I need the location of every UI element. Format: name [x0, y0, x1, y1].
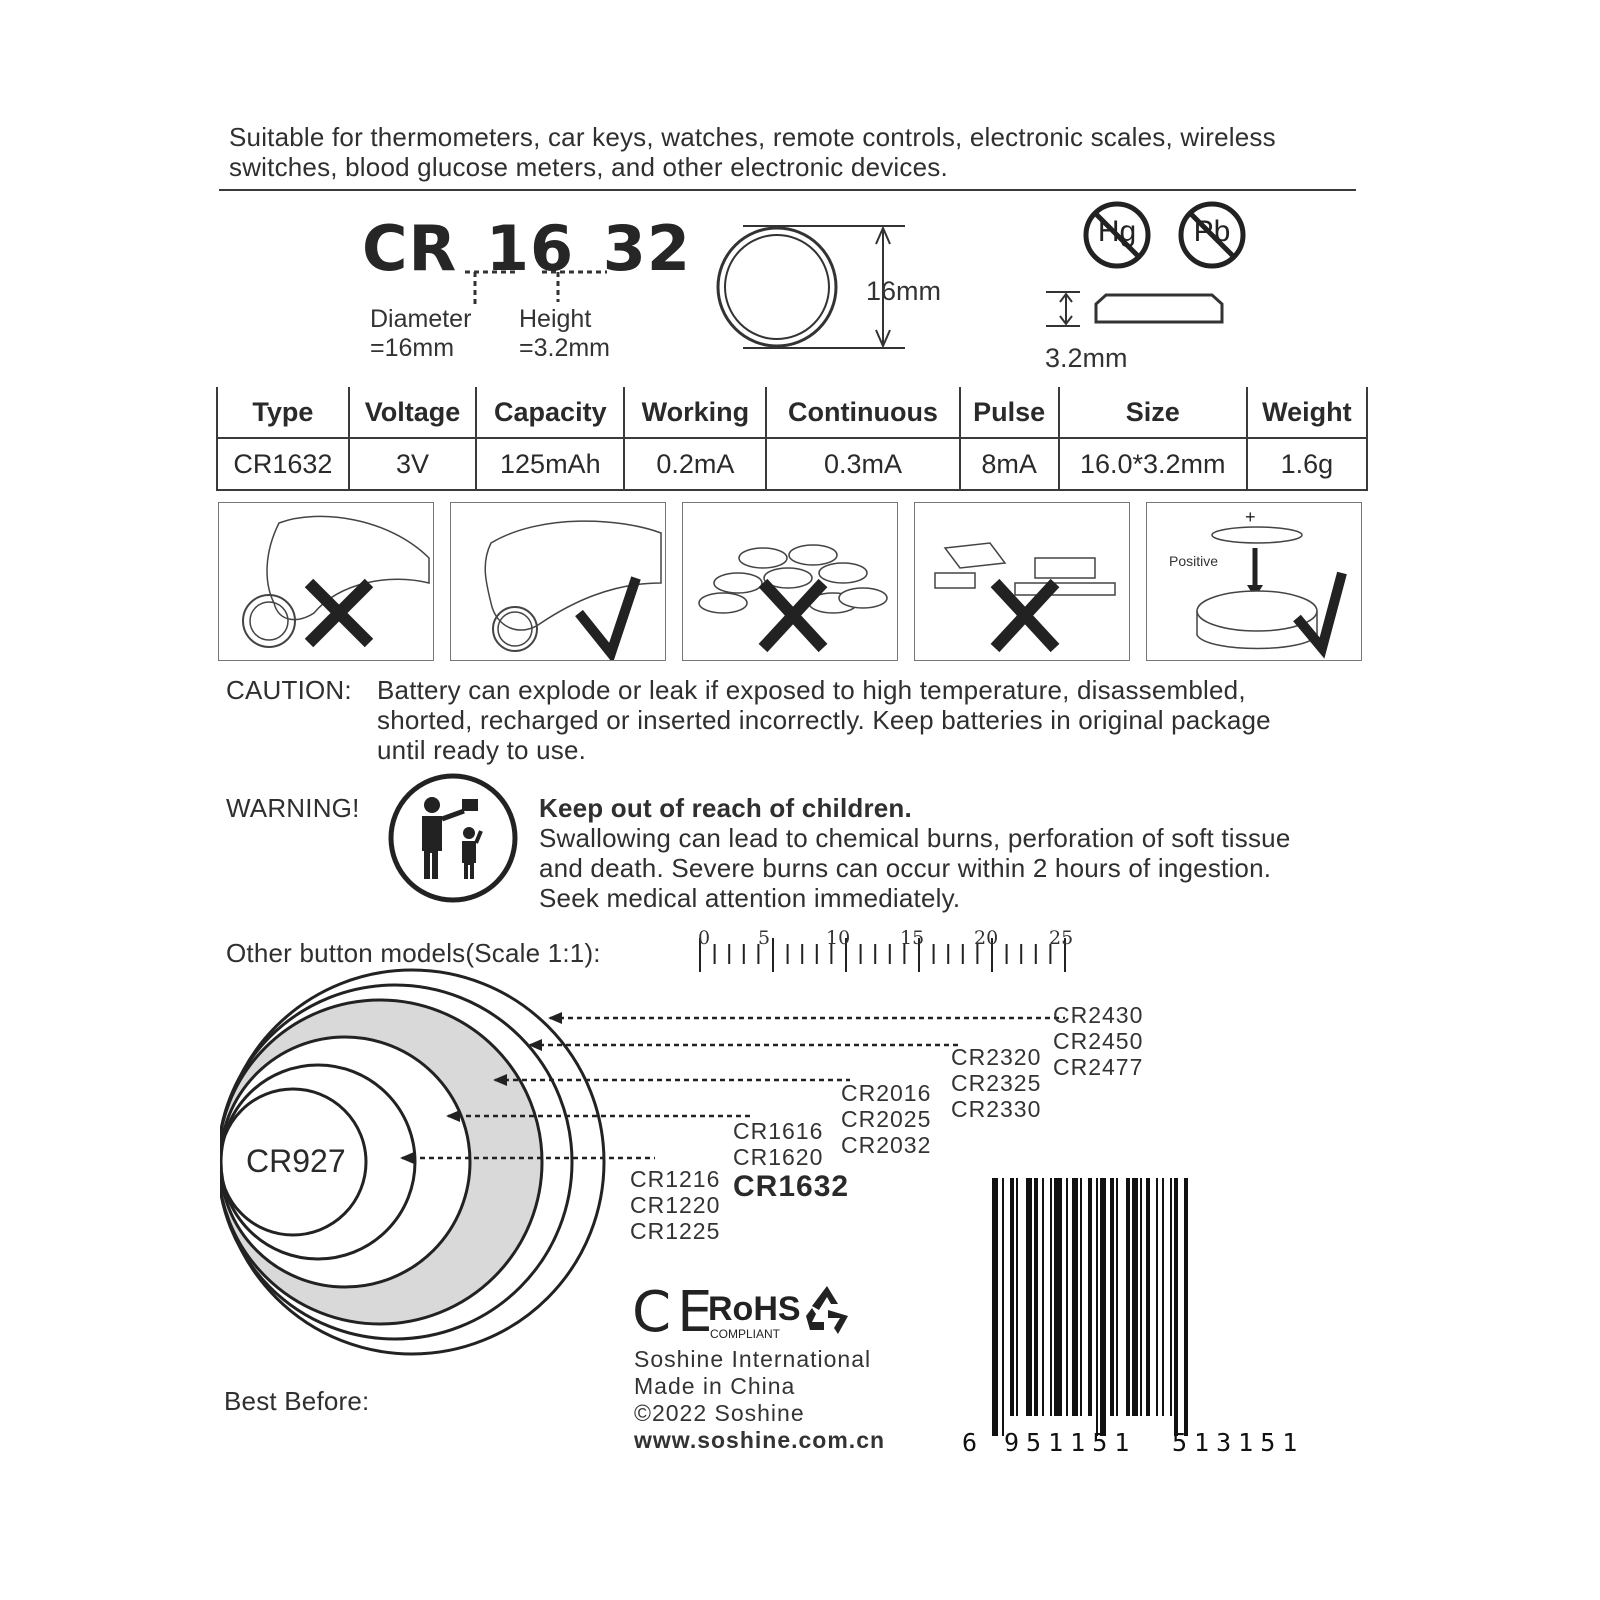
- spec-table: [216, 387, 1368, 491]
- hand-grip-right-icon: [451, 503, 665, 660]
- barcode-left-digits: 951151: [1004, 1428, 1137, 1457]
- model-code-leaders: [455, 262, 615, 310]
- model-height-code: 32: [602, 212, 691, 285]
- company-origin: Made in China: [634, 1373, 796, 1399]
- battery-pile-icon: [683, 503, 897, 660]
- diameter-dimension: 16mm: [866, 276, 942, 306]
- hand-grip-wrong-icon: [219, 503, 433, 660]
- barcode-bar: [1100, 1178, 1106, 1436]
- cell-size: 16.0*3.2mm: [1059, 438, 1247, 490]
- height-label: Height =3.2mm: [519, 305, 611, 362]
- model-center-label: CR927: [246, 1143, 346, 1179]
- usage-panel-5: [1146, 502, 1362, 661]
- header-type: Type: [217, 387, 349, 438]
- barcode-bar: [1016, 1178, 1018, 1416]
- tick-label: 0: [698, 927, 711, 949]
- tick-label: 5: [758, 927, 771, 949]
- barcode-bar: [1126, 1178, 1130, 1416]
- spec-table-header: [217, 387, 1367, 438]
- cell-type: CR1632: [217, 438, 349, 490]
- header-voltage: Voltage: [349, 387, 476, 438]
- company-copyright: ©2022 Soshine: [634, 1400, 805, 1426]
- barcode-bar: [1184, 1178, 1188, 1436]
- barcode-bar: [1096, 1178, 1098, 1436]
- barcode-bar: [1072, 1178, 1078, 1416]
- model-group-a: CR2430 CR2450 CR2477: [1053, 1002, 1144, 1080]
- cell-capacity: 125mAh: [476, 438, 624, 490]
- ce-mark: CE: [632, 1280, 719, 1345]
- barcode-bar: [1162, 1178, 1164, 1416]
- tick-label: 25: [1049, 927, 1074, 949]
- model-group-e: CR1216 CR1220 CR1225: [630, 1166, 721, 1244]
- model-prefix: CR: [362, 212, 458, 285]
- barcode-bar: [1010, 1178, 1014, 1416]
- height-dimension: 3.2mm: [1045, 343, 1128, 373]
- child-safety-icon: [386, 771, 520, 905]
- recycle-icon: [800, 1282, 854, 1336]
- barcode: [990, 1178, 1340, 1438]
- model-group-c: CR2016 CR2025 CR2032: [841, 1080, 932, 1158]
- scale-label: Other button models(Scale 1:1):: [226, 938, 601, 968]
- barcode-bar: [1116, 1178, 1118, 1416]
- barcode-bar: [992, 1178, 998, 1436]
- barcode-bar: [1080, 1178, 1082, 1416]
- model-group-b: CR2320 CR2325 CR2330: [951, 1044, 1042, 1122]
- best-before-label: Best Before:: [224, 1386, 370, 1416]
- divider: [219, 189, 1356, 191]
- header-continuous: Continuous: [766, 387, 959, 438]
- header-capacity: Capacity: [476, 387, 624, 438]
- barcode-bar: [1156, 1178, 1158, 1416]
- barcode-bar: [1066, 1178, 1068, 1416]
- positive-label: Positive: [1169, 553, 1219, 569]
- barcode-bar: [1132, 1178, 1138, 1416]
- company-name: Soshine International: [634, 1346, 872, 1372]
- intro-text: Suitable for thermometers, car keys, watches, remote controls, electronic scales, wireless switches, blood glucose meters, and other electronic devices.: [229, 122, 1276, 182]
- barcode-bar: [1054, 1178, 1062, 1416]
- header-weight: Weight: [1247, 387, 1367, 438]
- rohs-mark: RoHS: [708, 1290, 801, 1328]
- tick-label: 10: [826, 927, 851, 949]
- caution-label: CAUTION:: [226, 675, 352, 705]
- barcode-bar: [1174, 1178, 1178, 1436]
- barcode-bar: [1110, 1178, 1114, 1416]
- tick-label: 20: [974, 927, 999, 949]
- usage-panel-1: [218, 502, 434, 661]
- diameter-label: Diameter =16mm: [370, 305, 472, 362]
- barcode-right-digits: 513151: [1172, 1428, 1305, 1457]
- cell-pulse: 8mA: [960, 438, 1059, 490]
- cell-working: 0.2mA: [624, 438, 766, 490]
- cell-weight: 1.6g: [1247, 438, 1367, 490]
- usage-panel-3: [682, 502, 898, 661]
- warning-text: Keep out of reach of children. Swallowing can lead to chemical burns, perforation of soft tissue and death. Severe burns can occur within 2 hours of ingestion. Seek medical attention immediately.: [539, 793, 1379, 913]
- usage-panel-4: [914, 502, 1130, 661]
- barcode-bar: [1088, 1178, 1092, 1416]
- barcode-bar: [1140, 1178, 1142, 1416]
- table-row: [217, 438, 1367, 490]
- barcode-bar: [1034, 1178, 1038, 1416]
- positive-plus: +: [1245, 507, 1256, 527]
- barcode-bar: [1042, 1178, 1044, 1416]
- usage-panel-2: [450, 502, 666, 661]
- barcode-bar: [1026, 1178, 1032, 1416]
- battery-packs-icon: [915, 503, 1129, 660]
- warning-label: WARNING!: [226, 793, 360, 823]
- no-lead-icon: Pb: [1177, 200, 1247, 270]
- no-mercury-icon: Hg: [1082, 200, 1152, 270]
- header-pulse: Pulse: [960, 387, 1059, 438]
- rohs-sub: COMPLIANT: [710, 1327, 781, 1341]
- company-website: www.soshine.com.cn: [634, 1427, 886, 1453]
- height-diagram: [1040, 286, 1230, 332]
- warning-headline: Keep out of reach of children.: [539, 793, 912, 823]
- barcode-bar: [1170, 1178, 1172, 1416]
- cell-continuous: 0.3mA: [766, 438, 959, 490]
- model-highlight: CR1632: [733, 1170, 850, 1203]
- header-size: Size: [1059, 387, 1247, 438]
- header-working: Working: [624, 387, 766, 438]
- barcode-first-digit: 6: [962, 1428, 978, 1457]
- cell-voltage: 3V: [349, 438, 476, 490]
- caution-text: Battery can explode or leak if exposed to high temperature, disassembled, shorted, recharged or inserted incorrectly. Keep batteries in original package until ready to use.: [377, 675, 1271, 765]
- model-diameter-code: 16: [485, 212, 575, 285]
- barcode-bar: [1146, 1178, 1150, 1416]
- barcode-bar: [1002, 1178, 1004, 1436]
- tick-label: 15: [900, 927, 925, 949]
- company-info: [634, 1346, 885, 1454]
- model-group-d: CR1616 CR1620: [733, 1118, 824, 1170]
- barcode-bar: [1050, 1178, 1052, 1416]
